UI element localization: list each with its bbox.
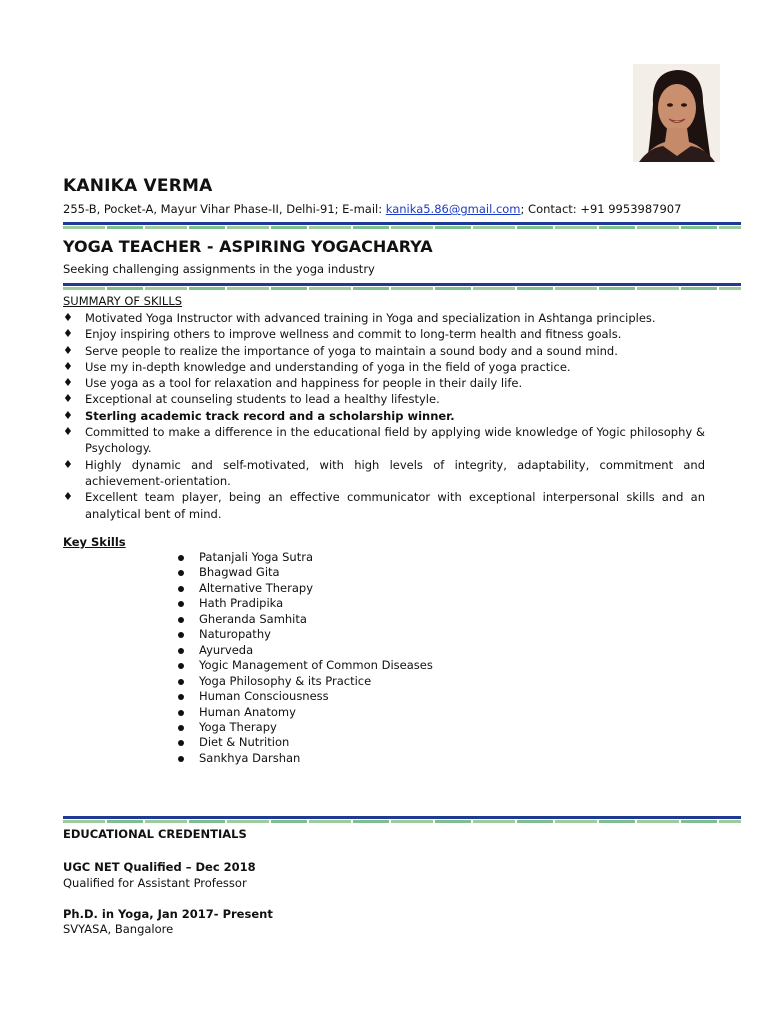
list-item: ♦ Exceptional at counseling students to lead a healthy lifestyle. (63, 392, 440, 407)
key-skills-list (176, 550, 433, 766)
list-item: Yogic Management of Common Diseases (176, 658, 433, 673)
phone-text: ; Contact: +91 9953987907 (520, 202, 682, 216)
section-divider (63, 222, 741, 230)
list-item: Ayurveda (176, 643, 433, 658)
bullet-icon (178, 694, 184, 700)
list-item: ♦ Highly dynamic and self-motivated, with high levels of integrity, adaptability, commitment and achievement-orientation. (63, 457, 705, 488)
education-item-detail: SVYASA, Bangalore (63, 922, 174, 936)
diamond-bullet-icon: ♦ (63, 392, 73, 406)
section-divider (63, 816, 741, 824)
list-item: ♦ Committed to make a difference in the educational field by applying wide knowledge of Yogic philosophy & Psychology. (63, 425, 705, 456)
profile-photo (633, 64, 720, 162)
diamond-bullet-icon: ♦ (63, 359, 73, 373)
list-item: Naturopathy (176, 627, 433, 642)
key-skills-heading: Key Skills (63, 535, 126, 549)
education-item-title: UGC NET Qualified – Dec 2018 (63, 860, 256, 874)
diamond-bullet-icon: ♦ (63, 457, 73, 471)
education-item-detail: Qualified for Assistant Professor (63, 876, 247, 890)
list-item: Diet & Nutrition (176, 735, 433, 750)
section-divider (63, 283, 741, 291)
list-item: ♦ Use yoga as a tool for relaxation and happiness for people in their daily life. (63, 376, 523, 391)
bullet-icon (178, 663, 184, 669)
diamond-bullet-icon: ♦ (63, 327, 73, 341)
list-item: Yoga Therapy (176, 720, 433, 735)
bullet-icon (178, 740, 184, 746)
bullet-icon (178, 710, 184, 716)
list-item: Yoga Philosophy & its Practice (176, 674, 433, 689)
list-item: Bhagwad Gita (176, 565, 433, 580)
bullet-icon (178, 617, 184, 623)
bullet-icon (178, 679, 184, 685)
list-item: Human Consciousness (176, 689, 433, 704)
list-item: ♦ Motivated Yoga Instructor with advanced training in Yoga and specialization in Ashtanga principles. (63, 311, 656, 325)
list-item: Human Anatomy (176, 705, 433, 720)
diamond-bullet-icon: ♦ (63, 311, 73, 324)
profile-photo-image (633, 64, 720, 162)
list-item: ♦ Serve people to realize the importance of yoga to maintain a sound body and a sound mind. (63, 343, 618, 358)
bullet-icon (178, 586, 184, 592)
diamond-bullet-icon: ♦ (63, 376, 73, 390)
list-item: Sankhya Darshan (176, 751, 433, 766)
objective-text: Seeking challenging assignments in the yoga industry (63, 262, 375, 276)
summary-list (63, 310, 705, 522)
education-item-title: Ph.D. in Yoga, Jan 2017- Present (63, 907, 273, 921)
diamond-bullet-icon: ♦ (63, 425, 73, 439)
diamond-bullet-icon: ♦ (63, 490, 73, 504)
list-item: Patanjali Yoga Sutra (176, 550, 433, 565)
bullet-icon (178, 648, 184, 654)
bullet-icon (178, 756, 184, 762)
list-item: Alternative Therapy (176, 581, 433, 596)
diamond-bullet-icon: ♦ (63, 343, 73, 357)
candidate-name: KANIKA VERMA (63, 176, 213, 196)
summary-heading: SUMMARY OF SKILLS (63, 294, 183, 308)
contact-line (63, 202, 681, 216)
bullet-icon (178, 632, 184, 638)
address-text: 255-B, Pocket-A, Mayur Vihar Phase-II, Delhi-91; E-mail: (63, 202, 386, 216)
email-link[interactable]: kanika5.86@gmail.com (385, 202, 521, 216)
bullet-icon (178, 570, 184, 576)
diamond-bullet-icon: ♦ (63, 408, 73, 422)
bullet-icon (178, 555, 184, 561)
list-item: ♦ Enjoy inspiring others to improve wellness and commit to long-term health and fitness goals. (63, 327, 622, 342)
list-item: ♦ Excellent team player, being an effective communicator with exceptional interpersonal skills and an analytical bent of mind. (63, 490, 705, 521)
list-item: Gheranda Samhita (176, 612, 433, 627)
list-item: Hath Pradipika (176, 596, 433, 611)
list-item: ♦ Use my in-depth knowledge and understanding of yoga in the field of yoga practice. (63, 359, 571, 374)
bullet-icon (178, 725, 184, 731)
education-heading: EDUCATIONAL CREDENTIALS (63, 827, 247, 841)
bullet-icon (178, 601, 184, 607)
job-title: YOGA TEACHER - ASPIRING YOGACHARYA (63, 237, 433, 256)
list-item: ♦ Sterling academic track record and a scholarship winner. (63, 408, 455, 423)
